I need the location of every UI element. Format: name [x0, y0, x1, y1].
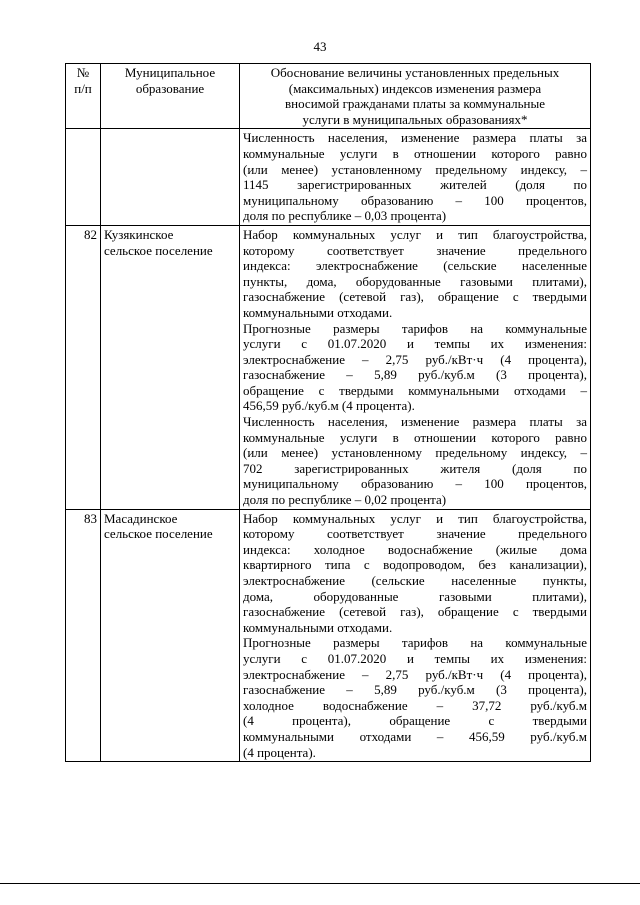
tariffs-paragraph [243, 321, 587, 415]
text-line: Численность населения, изменение размера платы за [243, 414, 587, 430]
text-line: Набор коммунальных услуг и тип благоустройства, [243, 510, 587, 526]
text-line: которому соответствует значение предельного [243, 242, 587, 258]
text-line: дома, оборудованные газовыми плитами), [243, 588, 587, 604]
table-header-row [66, 64, 591, 129]
header-justification [240, 64, 591, 129]
row-justification [240, 509, 591, 762]
text-line: сельское поселение [104, 526, 213, 542]
text-line: Прогнозные размеры тарифов на коммунальные [243, 320, 587, 336]
limit-index-table [65, 63, 591, 762]
text-line: 1145 зарегистрированных жителей (доля по [243, 177, 587, 193]
header-number [66, 64, 101, 129]
row-municipality [101, 509, 240, 762]
text-line: 702 зарегистрированных жителя (доля по [243, 460, 587, 476]
text-line: индекса: холодное водоснабжение (жилые дома [243, 541, 587, 557]
services-paragraph [243, 511, 587, 636]
row-number: 83 [66, 509, 101, 762]
tariffs-paragraph [243, 635, 587, 760]
population-paragraph [243, 414, 587, 508]
header-municipality [101, 64, 240, 129]
table-row [66, 509, 591, 762]
row-municipality [101, 129, 240, 226]
text-line: Набор коммунальных услуг и тип благоустройства, [243, 226, 587, 242]
text-line: (4 процента). [243, 744, 316, 760]
text-line: коммунальные услуги в отношении которого равно [243, 145, 587, 161]
text-line: доля по республике – 0,03 процента) [243, 208, 447, 224]
text-line: Прогнозные размеры тарифов на коммунальные [243, 635, 587, 651]
text-line: Кузякинское [104, 226, 174, 242]
page-number: 43 [313, 39, 327, 54]
row-municipality [101, 225, 240, 509]
text-line: (или менее) установленному предельному индексу, – [243, 445, 587, 461]
text-line: (4 процента), обращение с твердыми [243, 713, 587, 729]
text-line: Муниципальное [124, 65, 216, 80]
text-line: газоснабжение (сетевой газ), обращение с твердыми [243, 289, 587, 305]
row-number: 82 [66, 225, 101, 509]
text-line: услуги в муниципальных образованиях* [302, 111, 528, 127]
text-line: газоснабжение – 5,89 руб./куб.м (3 процента), [243, 682, 587, 698]
text-line: 456,59 руб./куб.м (4 процента). [243, 398, 415, 414]
text-line: пункты, дома, оборудованные газовыми плитами), [243, 273, 587, 289]
text-line: п/п [74, 80, 92, 96]
text-line: образование [135, 80, 205, 96]
text-line: услуги с 01.07.2020 и темпы их изменения: [243, 650, 587, 666]
text-line: электроснабжение – 2,75 руб./кВт·ч (4 процента), [243, 351, 587, 367]
text-line: которому соответствует значение предельного [243, 526, 587, 542]
text-line: коммунальные услуги в отношении которого равно [243, 429, 587, 445]
text-line: муниципальному образованию – 100 процентов, [243, 476, 587, 492]
text-line: (или менее) установленному предельному индексу, – [243, 161, 587, 177]
page-bottom-rule [0, 883, 640, 884]
text-line: сельское поселение [104, 242, 213, 258]
text-line: доля по республике – 0,02 процента) [243, 492, 447, 508]
population-paragraph [243, 130, 587, 224]
text-line: муниципальному образованию – 100 процентов, [243, 192, 587, 208]
table-row [66, 225, 591, 509]
row-justification [240, 225, 591, 509]
text-line: обращение с твердыми коммунальными отходами – [243, 382, 587, 398]
text-line: индекса: электроснабжение (сельские населенные [243, 258, 587, 274]
text-line: (максимальных) индексов изменения размера [288, 80, 542, 96]
text-line: коммунальными отходами – 456,59 руб./куб.м [243, 728, 587, 744]
text-line: Обоснование величины установленных предельных [270, 65, 560, 80]
text-line: электроснабжение (сельские населенные пункты, [243, 573, 587, 588]
text-line: вносимой гражданами платы за коммунальные [285, 96, 545, 112]
text-line: коммунальными отходами. [243, 619, 393, 635]
text-line: газоснабжение – 5,89 руб./куб.м (3 процента), [243, 367, 587, 383]
table-row [66, 129, 591, 226]
text-line: Численность населения, изменение размера платы за [243, 130, 587, 146]
text-line: электроснабжение – 2,75 руб./кВт·ч (4 процента), [243, 666, 587, 682]
row-number [66, 129, 101, 226]
services-paragraph [243, 227, 587, 321]
text-line: услуги с 01.07.2020 и темпы их изменения: [243, 336, 587, 352]
text-line: коммунальными отходами. [243, 304, 393, 320]
text-line: газоснабжение (сетевой газ), обращение с твердыми [243, 604, 587, 620]
row-justification [240, 129, 591, 226]
text-line: № [76, 65, 90, 80]
text-line: квартирного типа с водопроводом, без канализации), [243, 557, 587, 573]
text-line: холодное водоснабжение – 37,72 руб./куб.м [243, 697, 587, 713]
text-line: Масадинское [104, 510, 178, 526]
